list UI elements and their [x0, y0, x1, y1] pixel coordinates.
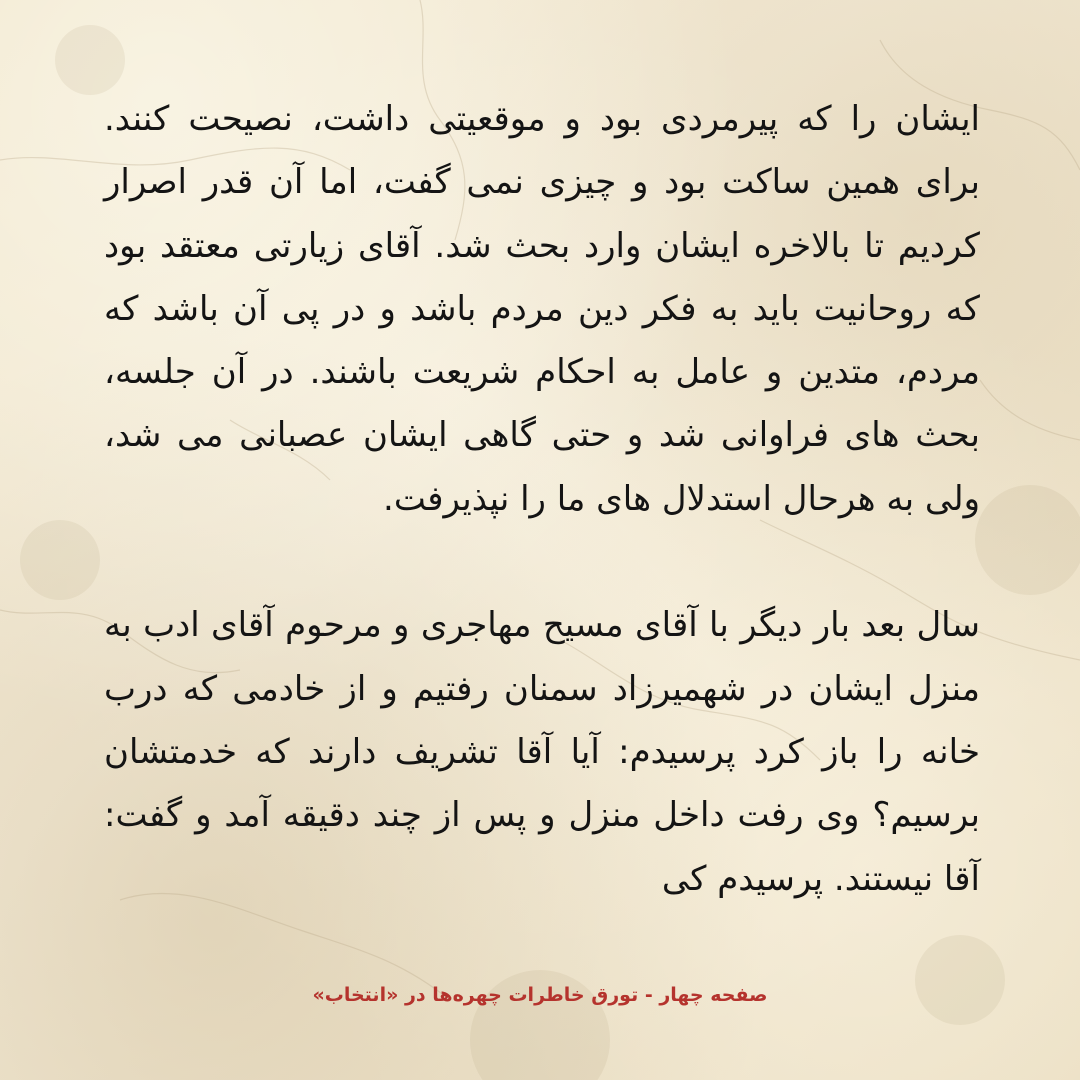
footer-caption: صفحه چهار - تورق خاطرات چهره‌ها در «انتخاب»: [312, 984, 768, 1006]
paragraph-gap: [104, 531, 980, 594]
paragraph-1: ایشان را که پیرمردی بود و موقعیتی داشت، نصیحت کنند. برای همین ساکت بود و چیزی نمی گفت، اما آن قدر اصرار کردیم تا بالاخره ایشان وارد بحث شد. آقای زیارتی معتقد بود که روحانیت باید به فکر دین مردم باشد و در پی آن باشد که مردم، متدین و عامل به احکام شریعت باشند. در آن جلسه، بحث های فراوانی شد و حتی گاهی ایشان عصبانی می شد، ولی به هرحال استدلال های ما را نپذیرفت.: [104, 99, 980, 519]
article-body: [104, 88, 980, 911]
paragraph-2: سال بعد بار دیگر با آقای مسیح مهاجری و مرحوم آقای ادب به منزل ایشان در شهمیرزاد سمنان رفتیم و از خادمی که درب خانه را باز کرد پرسیدم: آیا آقا تشریف دارند که خدمتشان برسیم؟ وی رفت داخل منزل و پس از چند دقیقه آمد و گفت: آقا نیستند. پرسیدم کی: [104, 605, 980, 899]
